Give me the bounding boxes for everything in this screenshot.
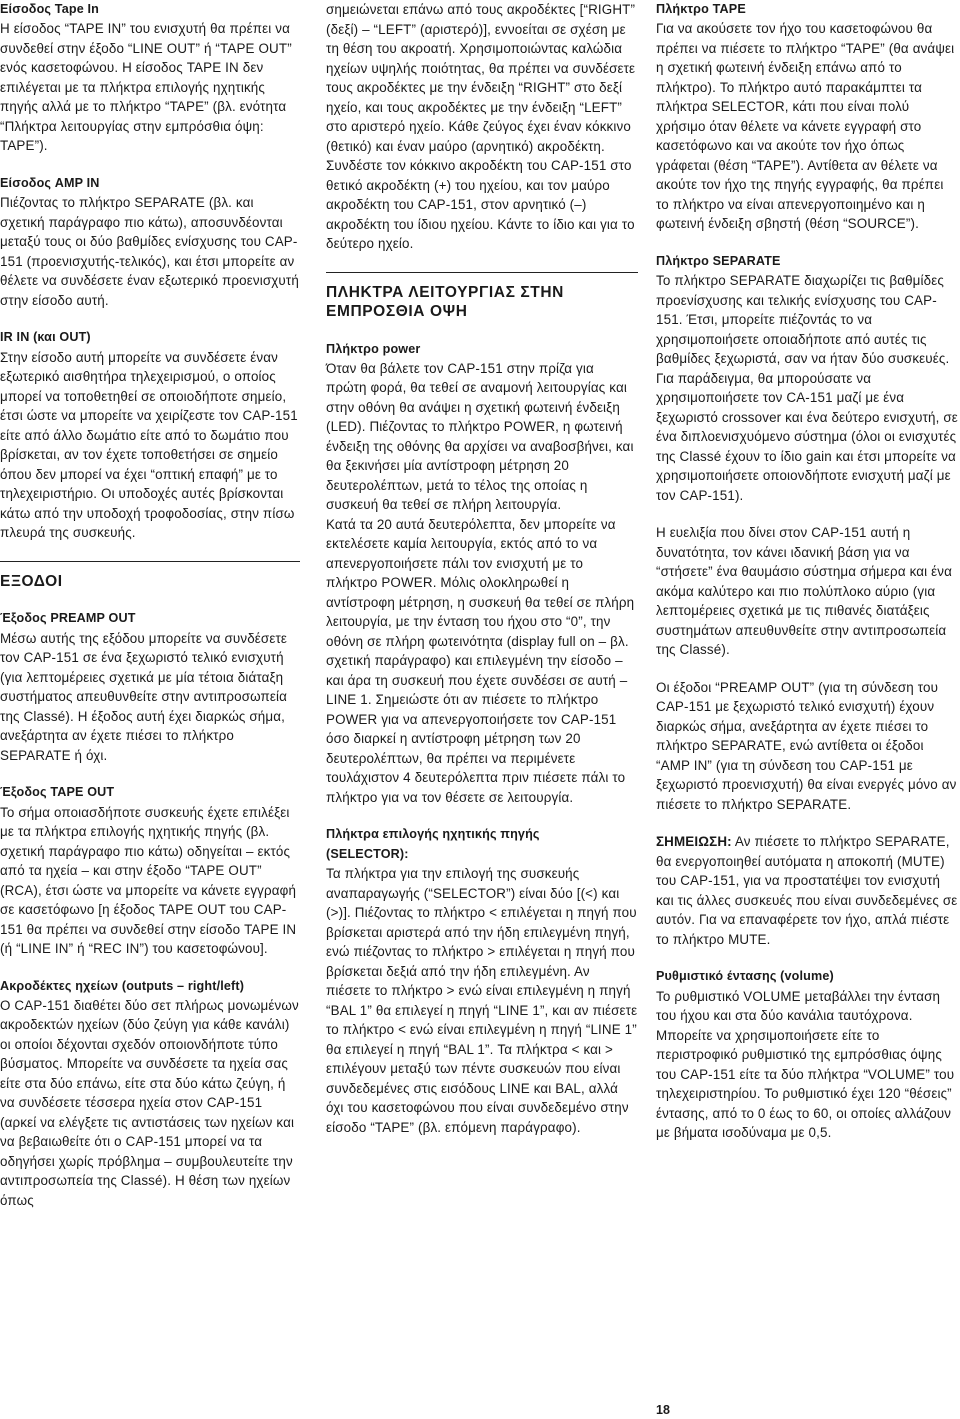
volume-title: Ρυθμιστικό έντασης (volume) [656,969,834,984]
power-title: Πλήκτρο power [326,341,421,356]
preamp-out-title: Έξοδος PREAMP OUT [0,611,136,626]
note-label: ΣΗΜΕΙΩΣΗ: [656,834,732,850]
selector-body: Τα πλήκτρα για την επιλογή της συσκευής αναπαραγωγής (“SELECTOR”) είναι δύο [(<) και (>)]. Πιέζοντας το πλήκτρο < επιλέγεται η πηγή που βρίσκεται αριστερά από την ήδη επιλεγμένη πηγή, ενώ πιέζοντας το πλήκτρο > επιλέγεται η πηγή που βρίσκεται δεξιά από την ήδη επιλεγμένη. Αν πιέσετε το πλήκτρο > ενώ είναι επιλεγμένη η πηγή “BAL 1” θα επιλεγεί η πηγή “LINE 1”, και αν πιέσετε το πλήκτρο < ενώ είναι επιλεγμένη η πηγή “LINE 1” θα επιλεγεί η πηγή “BAL 1”. Τα πλήκτρα < και > επιλέγουν μεταξύ των πέντε συσκευών που είναι συνδεδεμένες στις εισόδους LINE και BAL, αλλά όχι του κασετοφώνου που είναι συνδεδεμένο στην είσοδο “TAPE” (βλ. επόμενη παράγραφο). [326,866,638,1135]
note-paragraph [656,832,960,949]
page-number: 18 [656,1403,670,1417]
power-body-1: Όταν θα βάλετε τον CAP-151 στην πρίζα για πρώτη φορά, θα τεθεί σε αναμονή λειτουργίας και στην οθόνη θα ανάψει η σχετική φωτεινή ένδειξη (LED). Πιέζοντας το πλήκτρο POWER, η φωτεινή ένδειξη της οθόνης θα αρχίσει να αναβοσβήνει, και θα ξεκινήσει μία αντίστροφη μέτρηση 20 δευτερολέπτων, μετά το τέλος της οποίας η συσκευή θα τεθεί σε πλήρη λειτουργία. [326,360,634,513]
speaker-outputs-body-continued: σημειώνεται επάνω από τους ακροδέκτες [“RIGHT” (δεξί) – “LEFT” (αριστερό)], εννοείται σε σχέση με τη θέση του ακροατή. Χρησιμοποιώντας καλώδια ηχείων υψηλής ποιότητας, θα πρέπει να συνδέσετε τους ακροδέκτες με την ένδειξη “RIGHT” στο δεξί ηχείο, και τους ακροδέκτες με την ένδειξη “LEFT” στο αριστερό ηχείο. Κάθε ζεύγος έχει έναν κόκκινο (θετικό) και έναν μαύρο (αρνητικό) ακροδέκτη. Συνδέστε τον κόκκινο ακροδέκτη του CAP-151 στο θετικό ακροδέκτη (+) του ηχείου, και τον μαύρο ακροδέκτη του CAP-151, στον αρνητικό (–) ακροδέκτη του ίδιου ηχείου. Κάντε το ίδιο και για το δεύτερο ηχείο. [326,2,636,251]
tape-button-body: Για να ακούσετε τον ήχο του κασετοφώνου θα πρέπει να πιέσετε το πλήκτρο “TAPE” (θα ανάψει η σχετική φωτεινή ένδειξη επάνω από το πλήκτρο). Το πλήκτρο αυτό παρακάμπτει τα πλήκτρα SELECTOR, κάτι που είναι πολύ χρήσιμο όταν θέλετε να κάνετε εγγραφή στο κασετόφωνο και να ακούτε τον ήχο όπως γράφεται (θέση “TAPE”). Αντίθετα αν θέλετε να ακούτε τον ήχο της πηγής εγγραφής, θα πρέπει το πλήκτρο να είναι απενεργοποιημένο και η φωτεινή ένδειξη σβηστή (θέση “SOURCE”). [656,21,955,232]
tape-out-body: Το σήμα οποιασδήποτε συσκευής έχετε επιλέξει με τα πλήκτρα επιλογής ηχητικής πηγής (βλ. σχετική παράγραφο πιο κάτω) οδηγείται – εκτός από τα ηχεία – και στην έξοδο “TAPE OUT” (RCA), έτσι ώστε να μπορείτε να κάνετε εγγραφή σε κασετόφωνο [η έξοδος TAPE OUT του CAP-151 θα πρέπει να συνδεθεί στην είσοδο TAPE IN (ή “LINE IN” ή “REC IN”) του κασετοφώνου]. [0,804,297,957]
separate-body-3: Οι έξοδοι “PREAMP OUT” (για τη σύνδεση του CAP-151 με ξεχωριστό τελικό ενισχυτή) έχουν διαρκώς σήμα, ανεξάρτητα αν έχετε πιέσει το πλήκτρο SEPARATE, ενώ αντίθετα οι έξοδοι “AMP IN” (για τη σύνδεση του CAP-151 με ξεχωριστό προενισχυτή) θα είναι ενεργές μόνο αν πιέσετε το πλήκτρο SEPARATE. [656,679,957,812]
separate-title: Πλήκτρο SEPARATE [656,253,781,268]
separate-body-1: Το πλήκτρο SEPARATE διαχωρίζει τις βαθμίδες προενίσχυσης και τελικής ενίσχυσης του CAP-151. Έτσι, μπορείτε πιέζοντάς το να χρησιμοποιήσετε οποιαδήποτε από αυτές τις βαθμίδες ξεχωριστά, σαν να ήταν δύο συσκευές. Για παράδειγμα, θα μπορούσατε να χρησιμοποιήσετε τον CA-151 μαζί με ένα ξεχωριστό crossover και ένα δεύτερο ενισχυτή, σε ένα διπλοενισχυόμενο σύστημα (όλοι οι ενισχυτές της Classé έχουν το ίδιο gain και έτσι μπορείτε να χρησιμοποιήσετε οποιονδήποτε ενισχυτή μαζί με τον CAP-151). [656,273,958,503]
tape-out-title: Έξοδος TAPE OUT [0,785,115,800]
speaker-outputs-body: Ο CAP-151 διαθέτει δύο σετ πλήρως μονωμένων ακροδεκτών ηχείων (δύο ζεύγη για κάθε κανάλι) οι οποίοι δέχονται σχεδόν οποιονδήποτε τύπο βύσματος. Μπορείτε να συνδέσετε τα ηχεία σας είτε στα δύο επάνω, είτε στα δύο κάτω ζεύγη, ή να συνδέσετε τέσσερα ηχεία στον CAP-151 (αρκεί να ελέγξετε τις αντιστάσεις των ηχείων και να βεβαιωθείτε ότι ο CAP-151 μπορεί να τα οδηγήσει χωρίς πρόβλημα – συμβουλευτείτε την αντιπροσωπεία της Classé). Η θέση των ηχείων όπως [0,997,299,1208]
column-middle [326,0,638,1137]
front-panel-heading: ΠΛΗΚΤΡΑ ΛΕΙΤΟΥΡΓΙΑΣ ΣΤΗΝ ΕΜΠΡΟΣΘΙΑ ΟΨΗ [326,283,564,320]
tape-button-title: Πλήκτρο TAPE [656,2,746,16]
preamp-out-body: Μέσω αυτής της εξόδου μπορείτε να συνδέσετε τον CAP-151 σε ένα ξεχωριστό τελικό ενισχυτή (για λεπτομέρειες σχετικά με μία τέτοια διάταξη συστήματος απευθυνθείτε στην αντιπροσωπεία της Classé). Η έξοδος αυτή έχει διαρκώς σήμα, ανεξάρτητα αν έχετε πιέσει το πλήκτρο SEPARATE ή όχι. [0,630,288,763]
column-left [0,0,300,1210]
selector-title-line-2: (SELECTOR): [326,846,409,861]
speaker-outputs-title: Ακροδέκτες ηχείων (outputs – right/left) [0,978,245,993]
ir-in-title: IR IN (και OUT) [0,330,91,345]
selector-title-line-1: Πλήκτρα επιλογής ηχητικής πηγής [326,827,540,842]
tape-in-body: Η είσοδος “TAPE IN” του ενισχυτή θα πρέπει να συνδεθεί στην έξοδο “LINE OUT” ή “TAPE OUT” ενός κασετοφώνου. Η είσοδος TAPE IN δεν επιλέγεται με τα πλήκτρα επιλογής ηχητικής πηγής αλλά με το πλήκτρο “TAPE” (βλ. ενότητα “Πλήκτρα λειτουργίας στην εμπρόσθια όψη: TAPE”). [0,21,292,154]
amp-in-title: Είσοδος AMP IN [0,175,100,190]
tape-in-title: Είσοδος Tape In [0,2,99,16]
outputs-heading: ΕΞΟΔΟΙ [0,572,63,590]
power-body-2: Κατά τα 20 αυτά δευτερόλεπτα, δεν μπορείτε να εκτελέσετε καμία λειτουργία, εκτός από το να απενεργοποιήσετε πάλι τον ενισχυτή με το πλήκτρο POWER. Μόλις ολοκληρωθεί η αντίστροφη μέτρηση, η συσκευή θα τεθεί σε πλήρη λειτουργία, με την ένταση του ήχου στο “0”, την οθόνη σε πλήρη φωτεινότητα (display full on – βλ. σχετική παράγραφο) και επιλεγμένη την είσοδο – και άρα τη συσκευή που έχετε συνδέσει σε αυτή – LINE 1. Σημειώστε ότι αν πιέσετε το πλήκτρο POWER για να απενεργοποιήσετε τον CAP-151 όσο διαρκεί η αντίστροφη μέτρηση των 20 δευτερολέπτων, θα πρέπει να περιμένετε τουλάχιστον 4 δευτερόλεπτα πριν πιέσετε πάλι το πλήκτρο για να τον θέσετε σε λειτουργία. [326,516,635,805]
separate-body-2: Η ευελιξία που δίνει στον CAP-151 αυτή η δυνατότητα, τον κάνει ιδανική βάση για να “στήσετε” ένα θαυμάσιο σύστημα σήμερα και ένα ακόμα καλύτερο και πιο πολύπλοκο αύριο (για λεπτομέρειες σχετικά με τις πιθανές διατάξεις συστημάτων απευθυνθείτε στην αντιπροσωπεία της Classé). [656,525,953,658]
ir-in-body: Στην είσοδο αυτή μπορείτε να συνδέσετε έναν εξωτερικό αισθητήρα τηλεχειρισμού, ο οποίος μπορεί να τοποθετηθεί σε οποιοδήποτε σημείο, έτσι ώστε να μπορείτε να χειρίζεστε τον CAP-151 είτε από άλλο δωμάτιο είτε από το δωμάτιο που βρίσκεται, αν τον έχετε τοποθετήσει σε σημείο όπου δεν μπορεί να έχει “οπτική επαφή” με το τηλεχειριστήριο. Οι υποδοχές αυτές βρίσκονται κάτω από την υποδοχή τροφοδοσίας, στην πίσω πλευρά της συσκευής. [0,349,298,541]
column-right [656,0,960,1143]
note-body: Αν πιέσετε το πλήκτρο SEPARATE, θα ενεργοποιηθεί αυτόματα η αποκοπή (MUTE) του CAP-151, για να προστατέψει τον ενισχυτή και τις άλλες συσκευές που είναι συνδεδεμένες σε αυτόν. Για να επαναφέρετε τον ήχο, απλά πιέστε το πλήκτρο MUTE. [656,834,958,947]
amp-in-body: Πιέζοντας το πλήκτρο SEPARATE (βλ. και σχετική παράγραφο πιο κάτω), αποσυνδέονται μεταξύ τους οι δύο βαθμίδες ενίσχυσης του CAP-151 (προενισχυτής-τελικός), και έτσι μπορείτε αν θέλετε να συνδέσετε έναν εξωτερικό προενισχυτή στην είσοδο αυτή. [0,195,299,308]
volume-body: Το ρυθμιστικό VOLUME μεταβάλλει την ένταση του ήχου και στα δύο κανάλια ταυτόχρονα. Μπορείτε να χρησιμοποιήσετε είτε το περιστροφικό ρυθμιστικό της εμπρόσθιας όψης του CAP-151 είτε τα δύο πλήκτρα “VOLUME” του τηλεχειριστηρίου. Το ρυθμιστικό έχει 120 “θέσεις” έντασης, από το 0 έως το 60, οι οποίες αλλάζουν με βήματα ισοδύναμα με 0,5. [656,988,955,1141]
